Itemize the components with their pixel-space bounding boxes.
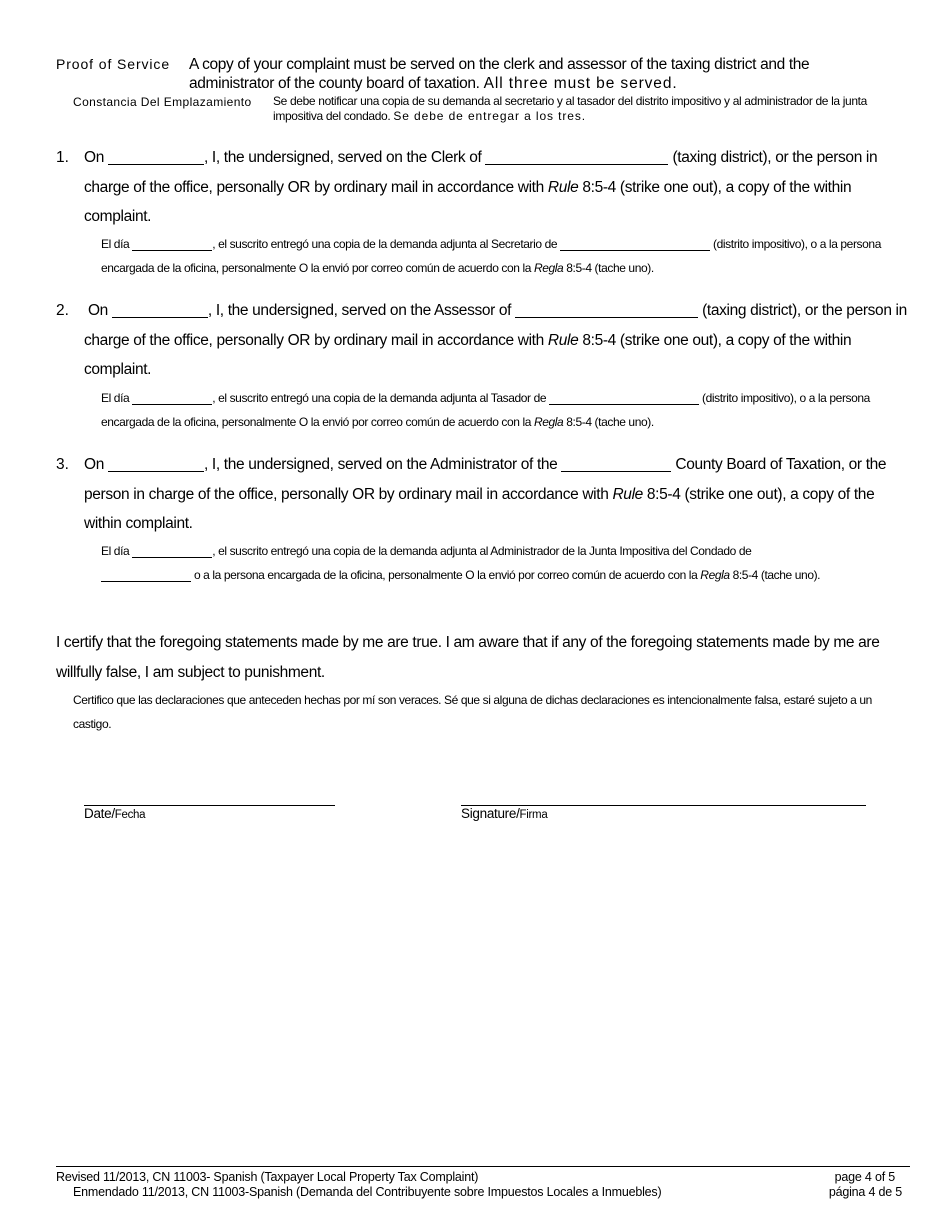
rule-reference: Rule	[547, 178, 579, 196]
item-text: On	[87, 302, 108, 319]
assessor-taxing-district-field[interactable]	[549, 392, 699, 405]
item-text: County Board of Taxation, or the person in charge of the office, personally OR by ordinary mail in accordance with	[84, 456, 887, 503]
item-text: (distrito impositivo), o a la persona encargada de la oficina, personalmente O la envió por correo común de acuerdo con la	[101, 237, 881, 275]
item-text: 8:5-4 (strike one out), a copy of the within complaint.	[84, 178, 852, 225]
service-date-field[interactable]	[132, 392, 212, 405]
rule-reference: Regla	[533, 261, 564, 275]
item-text: , el suscrito entregó una copia de la demanda adjunta al Secretario de	[212, 237, 558, 251]
item-2-text-es	[101, 386, 901, 434]
item-text: 8:5-4 (strike one out), a copy of the within complaint.	[84, 331, 852, 378]
certification-en: I certify that the foregoing statements made by me are true. I am aware that if any of the foregoing statements made by me are willfully false, I am subject to punishment.	[56, 634, 880, 681]
service-date-field[interactable]	[112, 302, 208, 319]
rule-reference: Regla	[700, 568, 730, 582]
item-text: El día	[101, 544, 130, 558]
item-3-text-es	[101, 539, 901, 587]
footer-divider	[56, 1166, 910, 1167]
header-emphasis-es: Se debe de entregar a los tres.	[393, 109, 587, 123]
page-number-en: page 4 of 5	[834, 1170, 895, 1184]
item-text: , I, the undersigned, served on the Clerk of	[203, 149, 482, 166]
item-3-text-en	[84, 450, 914, 539]
header-text-es: Se debe notificar una copia de su demanda al secretario y al tasador del distrito impositivo y al administrador de la junta impositiva del condado.	[273, 94, 867, 123]
signature-label	[461, 806, 547, 821]
signature-label-en: Signature/	[461, 806, 520, 821]
item-text: On	[84, 456, 104, 473]
item-1-text-en	[84, 143, 914, 232]
header-instructions-en	[189, 55, 889, 93]
item-text: , I, the undersigned, served on the Administrator of the	[203, 456, 558, 473]
county-field[interactable]	[561, 456, 671, 473]
item-number: 1.	[56, 149, 69, 166]
clerk-taxing-district-field[interactable]	[560, 238, 710, 251]
header-text-en: A copy of your complaint must be served on the clerk and assessor of the taxing district and the administrator of the county board of taxation.	[189, 56, 810, 92]
date-label	[84, 806, 145, 821]
service-date-field[interactable]	[108, 456, 204, 473]
rule-reference: Rule	[612, 485, 643, 503]
item-text: El día	[101, 391, 130, 405]
rule-reference: Rule	[547, 331, 579, 349]
service-date-field[interactable]	[108, 149, 204, 166]
item-text: El día	[101, 237, 130, 251]
signature-label-es: Firma	[519, 809, 548, 821]
section-label-constancia: Constancia Del Emplazamiento	[73, 95, 252, 109]
item-text: , I, the undersigned, served on the Assessor of	[207, 302, 512, 319]
certification-es: Certifico que las declaraciones que anteceden hechas por mí son veraces. Sé que si alguna de dichas declaraciones es intencionalmente falsa, estaré sujeto a un castigo.	[73, 693, 872, 731]
assessor-taxing-district-field[interactable]	[515, 302, 698, 319]
footer-revision-es: Enmendado 11/2013, CN 11003-Spanish (Demanda del Contribuyente sobre Impuestos Locales a Inmuebles)	[73, 1185, 662, 1199]
item-2-text-en	[84, 296, 914, 385]
item-text: 8:5-4 (tache uno).	[732, 568, 821, 582]
item-1-text-es	[101, 232, 901, 280]
header-instructions-es	[273, 94, 913, 124]
item-number: 3.	[56, 456, 69, 473]
item-text: On	[84, 149, 104, 166]
item-text: 8:5-4 (tache uno).	[566, 261, 654, 275]
clerk-taxing-district-field[interactable]	[485, 149, 668, 166]
item-text: , el suscrito entregó una copia de la demanda adjunta al Administrador de la Junta Impositiva del Condado de	[212, 544, 752, 558]
rule-reference: Regla	[533, 415, 564, 429]
page-number-es: página 4 de 5	[828, 1185, 902, 1199]
county-field[interactable]	[101, 569, 191, 582]
service-date-field[interactable]	[132, 545, 212, 558]
item-text: , el suscrito entregó una copia de la demanda adjunta al Tasador de	[212, 391, 547, 405]
header-emphasis-en: All three must be served.	[483, 75, 678, 92]
date-label-en: Date/	[84, 806, 115, 821]
service-date-field[interactable]	[132, 238, 212, 251]
item-text: 8:5-4 (tache uno).	[566, 415, 654, 429]
item-text: (distrito impositivo), o a la persona encargada de la oficina, personalmente O la envió por correo común de acuerdo con la	[101, 391, 870, 429]
footer-revision-en: Revised 11/2013, CN 11003- Spanish (Taxpayer Local Property Tax Complaint)	[56, 1170, 479, 1184]
item-text: o a la persona encargada de la oficina, personalmente O la envió por correo común de acuerdo con la	[193, 568, 698, 582]
section-label-proof-of-service: Proof of Service	[56, 56, 170, 72]
item-text: (taxing district), or the person in charge of the office, personally OR by ordinary mail in accordance with	[84, 302, 907, 349]
date-label-es: Fecha	[114, 809, 146, 821]
item-text: (taxing district), or the person in charge of the office, personally OR by ordinary mail in accordance with	[84, 149, 878, 196]
item-number: 2.	[56, 302, 69, 319]
item-text: 8:5-4 (strike one out), a copy of the within complaint.	[84, 485, 875, 532]
